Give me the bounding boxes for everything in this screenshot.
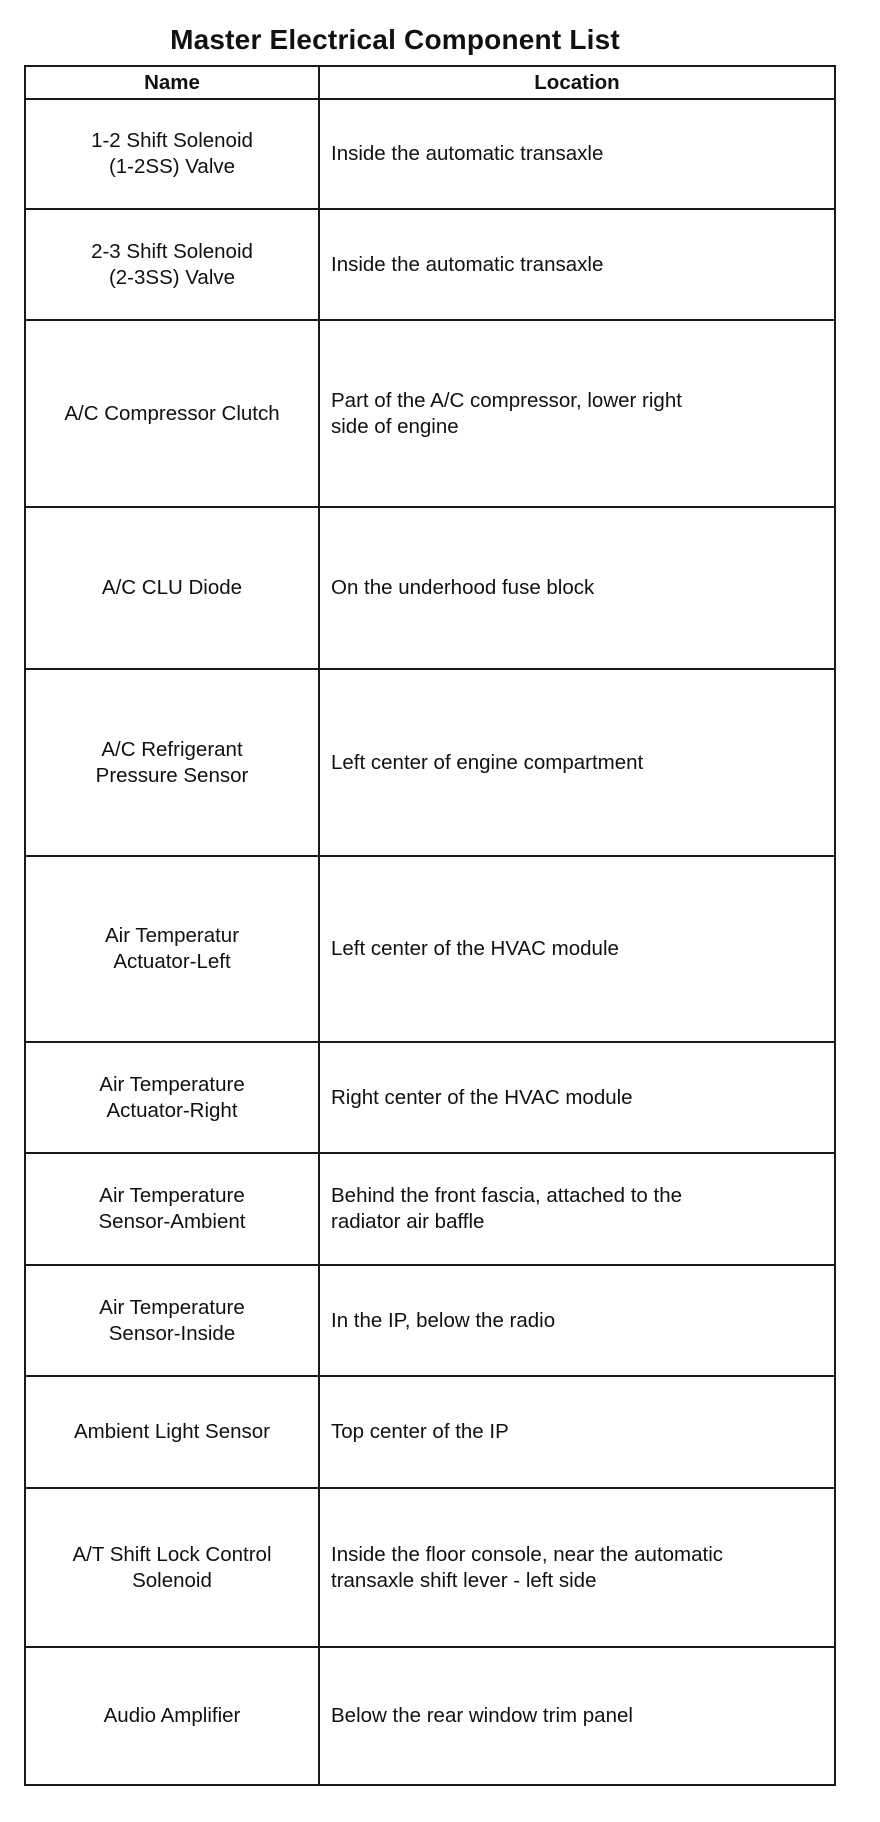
- table-row: [25, 1376, 835, 1488]
- component-location: Right center of the HVAC module: [319, 1042, 835, 1153]
- component-location: Part of the A/C compressor, lower right side of engine: [319, 320, 835, 507]
- component-location: Behind the front fascia, attached to the radiator air baffle: [319, 1153, 835, 1265]
- table-row: [25, 1647, 835, 1785]
- component-name: 1-2 Shift Solenoid (1-2SS) Valve: [25, 99, 319, 209]
- component-name: A/T Shift Lock Control Solenoid: [25, 1488, 319, 1647]
- component-location: Top center of the IP: [319, 1376, 835, 1488]
- component-location: Inside the floor console, near the automatic transaxle shift lever - left side: [319, 1488, 835, 1647]
- table-header-row: [25, 66, 835, 99]
- table-row: [25, 507, 835, 669]
- component-location: Inside the automatic transaxle: [319, 99, 835, 209]
- table-row: [25, 99, 835, 209]
- component-name: Audio Amplifier: [25, 1647, 319, 1785]
- page-title: Master Electrical Component List: [170, 24, 620, 55]
- table-row: [25, 669, 835, 856]
- component-name: Air Temperature Sensor-Inside: [25, 1265, 319, 1376]
- component-name: Ambient Light Sensor: [25, 1376, 319, 1488]
- component-name: Air Temperature Actuator-Right: [25, 1042, 319, 1153]
- component-name: 2-3 Shift Solenoid (2-3SS) Valve: [25, 209, 319, 320]
- component-location: Left center of the HVAC module: [319, 856, 835, 1042]
- component-name: A/C Compressor Clutch: [25, 320, 319, 507]
- table-row: [25, 1042, 835, 1153]
- component-location: Inside the automatic transaxle: [319, 209, 835, 320]
- table-row: [25, 1265, 835, 1376]
- table-row: [25, 1153, 835, 1265]
- table-row: [25, 320, 835, 507]
- column-header-location: Location: [319, 66, 835, 99]
- component-location: Below the rear window trim panel: [319, 1647, 835, 1785]
- component-name: Air Temperatur Actuator-Left: [25, 856, 319, 1042]
- component-name: Air Temperature Sensor-Ambient: [25, 1153, 319, 1265]
- component-location: Left center of engine compartment: [319, 669, 835, 856]
- component-name: A/C Refrigerant Pressure Sensor: [25, 669, 319, 856]
- table-row: [25, 1488, 835, 1647]
- component-location: In the IP, below the radio: [319, 1265, 835, 1376]
- component-table: [24, 65, 836, 1786]
- column-header-name: Name: [25, 66, 319, 99]
- component-location: On the underhood fuse block: [319, 507, 835, 669]
- component-name: A/C CLU Diode: [25, 507, 319, 669]
- table-row: [25, 209, 835, 320]
- table-row: [25, 856, 835, 1042]
